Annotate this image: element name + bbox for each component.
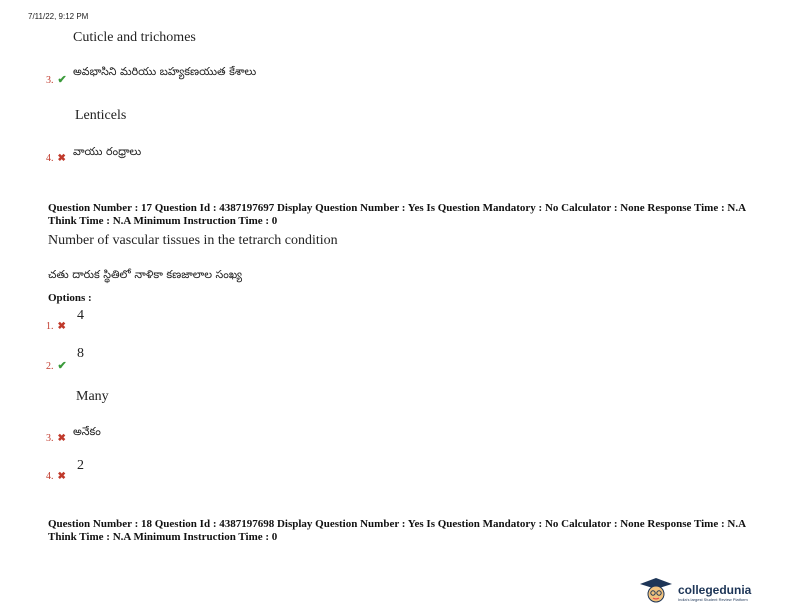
- option-number: 2.: [46, 361, 54, 372]
- option-text-te: అవభాసిని మరియు బహ్యకణయుత కేశాలు: [73, 65, 257, 78]
- logo-name: collegedunia: [678, 583, 752, 597]
- incorrect-cross-icon: ✖: [57, 153, 66, 164]
- correct-check-icon: ✔: [57, 360, 67, 372]
- option-row: [46, 356, 67, 374]
- option-number: 1.: [46, 321, 54, 332]
- option-text-en: Many: [76, 389, 109, 404]
- option-text: 4: [77, 308, 84, 323]
- option-row: [46, 428, 66, 446]
- options-label: Options :: [48, 292, 92, 304]
- question-17-meta: Question Number : 17 Question Id : 4387197697 Display Question Number : Yes Is Question Mandatory : No Calculator : None Response Time : N.A Think Time : N.A Minimum Instruction Time : 0: [48, 202, 746, 227]
- print-timestamp: 7/11/22, 9:12 PM: [28, 12, 89, 21]
- option-text-te: వాయు రంధ్రాలు: [73, 145, 142, 158]
- option-number: 4.: [46, 471, 54, 482]
- option-row: [46, 316, 66, 334]
- option-text-te: అనేకం: [73, 425, 101, 438]
- question-18-meta: Question Number : 18 Question Id : 4387197698 Display Question Number : Yes Is Question Mandatory : No Calculator : None Response Time : N.A Think Time : N.A Minimum Instruction Time : 0: [48, 518, 746, 543]
- option-row: [46, 466, 66, 484]
- incorrect-cross-icon: ✖: [57, 321, 66, 332]
- correct-check-icon: ✔: [57, 74, 67, 86]
- logo-tagline: India's largest Student Review Platform: [678, 597, 748, 602]
- option-text-en: Lenticels: [75, 108, 127, 123]
- option-number: 3.: [46, 433, 54, 444]
- option-number: 4.: [46, 153, 54, 164]
- incorrect-cross-icon: ✖: [57, 433, 66, 444]
- option-text: 8: [77, 346, 84, 361]
- option-text-en: Cuticle and trichomes: [73, 30, 196, 45]
- incorrect-cross-icon: ✖: [57, 471, 66, 482]
- option-number: 3.: [46, 75, 54, 86]
- question-17-text-en: Number of vascular tissues in the tetrarch condition: [48, 233, 338, 248]
- collegedunia-logo-icon: [636, 576, 676, 606]
- question-17-text-te: చతు దారుక స్థితిలో నాళికా కణజాలాల సంఖ్య: [48, 268, 243, 281]
- option-row: [46, 70, 67, 88]
- option-row: [46, 148, 66, 166]
- option-text: 2: [77, 458, 84, 473]
